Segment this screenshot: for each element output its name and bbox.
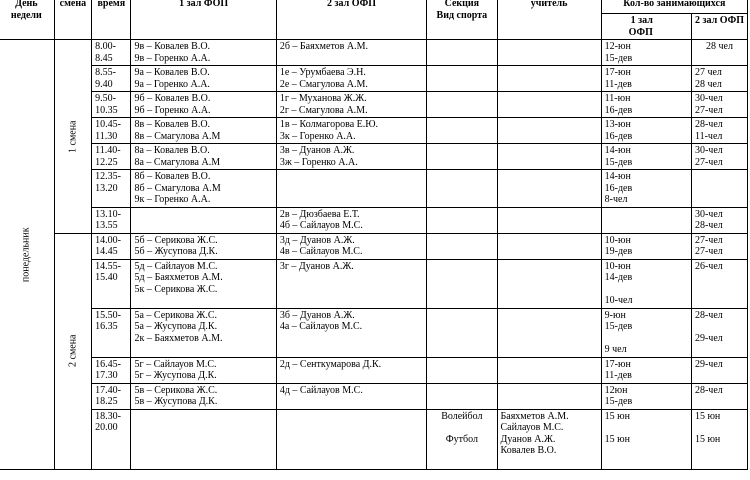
teacher-cell xyxy=(497,40,601,66)
time-cell-line: 13.20 xyxy=(95,182,118,194)
time-cell-line: 12.25 xyxy=(95,156,118,168)
count-hall2-cell xyxy=(691,40,747,66)
count-hall2-cell-line: 26-чел xyxy=(694,260,723,272)
table-row xyxy=(0,409,748,469)
hall1-cell-line: 8в – Смагулова А.М xyxy=(134,130,221,142)
hall1-cell-line: 8а – Ковалев В.О. xyxy=(134,145,210,156)
count-hall1-cell xyxy=(601,233,691,259)
time-cell xyxy=(92,118,131,144)
section-cell xyxy=(427,40,497,66)
header-time: время xyxy=(92,0,131,40)
hall1-cell xyxy=(131,259,276,308)
count-hall2-cell xyxy=(691,144,747,170)
count-hall1-cell-line: 11-дев xyxy=(604,370,632,381)
hall1-cell-line: 5д – Сайлауов М.С. xyxy=(134,260,218,272)
count-hall1-cell-line: 17-юн xyxy=(604,67,631,78)
count-hall1-cell xyxy=(601,170,691,208)
table-row xyxy=(0,40,748,66)
hall2-cell xyxy=(276,308,426,357)
count-hall1-cell-line xyxy=(605,284,688,296)
hall2-cell-line: 3г – Дуанов А.Ж. xyxy=(279,260,354,272)
count-hall2-cell xyxy=(691,383,747,409)
count-hall1-cell-line: 14-юн xyxy=(604,145,631,156)
teacher-cell-line: Дуанов А.Ж. xyxy=(500,433,556,445)
teacher-cell-line: Сайлауов М.С. xyxy=(500,422,564,433)
count-hall1-cell-line: 10-юн xyxy=(604,260,631,272)
teacher-cell xyxy=(497,383,601,409)
header-hall1: 1 зал ФОП xyxy=(131,0,276,40)
count-hall1-cell-line: 12-юн xyxy=(604,41,631,52)
section-cell xyxy=(427,383,497,409)
hall1-cell-line: 5г – Жусупова Д.К. xyxy=(134,370,217,381)
count-hall1-cell xyxy=(601,308,691,357)
hall1-cell xyxy=(131,233,276,259)
hall1-cell xyxy=(131,170,276,208)
count-hall2-cell xyxy=(691,92,747,118)
time-cell-line: 16.35 xyxy=(95,321,118,332)
teacher-cell xyxy=(497,207,601,233)
time-cell-line: 8.00- xyxy=(95,41,116,52)
count-hall2-cell-line: 27-чел xyxy=(694,246,723,257)
hall2-cell-line: 4б – Сайлауов М.С. xyxy=(279,220,363,231)
time-cell-line: 15.50- xyxy=(95,309,121,321)
schedule-body xyxy=(0,40,748,470)
hall2-cell-line: 2д – Сенткумарова Д.К. xyxy=(279,358,382,370)
time-cell-line: 13.10- xyxy=(95,208,121,220)
header-hall2: 2 зал ОФП xyxy=(276,0,426,40)
count-hall1-cell xyxy=(601,383,691,409)
hall2-cell-line: 3б – Дуанов А.Ж. xyxy=(279,309,355,321)
count-hall1-cell-line: 13-юн xyxy=(604,119,631,130)
table-row xyxy=(0,170,748,208)
count-hall1-cell-line: 15-дев xyxy=(604,396,633,407)
time-cell xyxy=(92,66,131,92)
hall1-cell-line: 5к – Серикова Ж.С. xyxy=(134,283,218,295)
hall1-cell xyxy=(131,66,276,92)
hall1-cell-line: 5д – Баяхметов А.М. xyxy=(134,272,223,283)
count-hall2-cell-line xyxy=(695,422,744,434)
hall2-cell xyxy=(276,233,426,259)
hall2-cell xyxy=(276,40,426,66)
count-hall1-cell-line: 14-юн xyxy=(604,171,631,182)
time-cell-line: 12.35- xyxy=(95,171,121,182)
teacher-cell xyxy=(497,259,601,308)
time-cell-line: 9.40 xyxy=(95,78,113,90)
section-cell xyxy=(427,357,497,383)
hall2-cell-line: 1г – Муханова Ж.Ж. xyxy=(279,93,367,104)
header-count-hall1: 1 зал ОФП xyxy=(601,14,691,40)
hall1-cell-line: 8б – Ковалев В.О. xyxy=(134,171,211,182)
time-cell-line: 9.50- xyxy=(95,93,116,104)
count-hall1-cell-line: 15-дев xyxy=(604,321,633,332)
count-hall1-cell-line: 17-юн xyxy=(604,358,631,370)
hall1-cell-line: 2к – Баяхметов А.М. xyxy=(134,332,223,344)
hall1-cell-line: 9в – Ковалев В.О. xyxy=(134,41,211,52)
time-cell xyxy=(92,308,131,357)
section-cell-line: Волейбол xyxy=(441,410,483,422)
time-cell-line: 11.30 xyxy=(95,130,118,142)
section-cell xyxy=(427,66,497,92)
hall1-cell-line: 9а – Горенко А.А. xyxy=(134,78,210,90)
teacher-cell xyxy=(497,409,601,469)
table-row xyxy=(0,144,748,170)
hall2-cell-line: 4а – Сайлауов М.С. xyxy=(279,321,363,332)
table-row xyxy=(0,207,748,233)
hall1-cell-line: 9к – Горенко А.А. xyxy=(134,194,211,205)
count-hall2-cell-line: 30-чел xyxy=(694,93,723,104)
hall1-cell xyxy=(131,40,276,66)
count-hall2-cell-line: 28-чел xyxy=(694,220,723,231)
time-cell xyxy=(92,92,131,118)
count-hall1-cell xyxy=(601,357,691,383)
hall1-cell-line: 5б – Жусупова Д.К. xyxy=(134,246,218,257)
time-cell-line: 16.45- xyxy=(95,358,121,370)
count-hall1-cell xyxy=(601,92,691,118)
count-hall2-cell xyxy=(691,409,747,469)
count-hall1-cell-line: 19-дев xyxy=(604,246,633,257)
shift1-label: 1 смена xyxy=(67,120,79,153)
hall2-cell-line: 2е – Смагулова А.М. xyxy=(279,78,368,90)
hall2-cell xyxy=(276,409,426,469)
teacher-cell xyxy=(497,144,601,170)
hall2-cell-line: 3в – Дуанов А.Ж. xyxy=(279,145,355,156)
count-hall2-cell-line: 27-чел xyxy=(694,156,723,168)
time-cell-line: 11.40- xyxy=(95,145,121,156)
hall1-cell-line: 5а – Серикова Ж.С. xyxy=(134,309,218,321)
count-hall2-cell-line: 28-чел xyxy=(694,309,723,321)
count-hall2-cell-line: 28-чел xyxy=(694,384,723,396)
time-cell xyxy=(92,144,131,170)
teacher-cell xyxy=(497,308,601,357)
table-row xyxy=(0,383,748,409)
day-cell xyxy=(0,40,54,470)
section-cell xyxy=(427,409,497,469)
section-cell xyxy=(427,144,497,170)
count-hall2-cell xyxy=(691,357,747,383)
count-hall2-cell-line: 30-чел xyxy=(694,145,723,156)
hall2-cell-line: 2б – Баяхметов А.М. xyxy=(279,41,369,52)
time-cell-line: 20.00 xyxy=(95,422,118,433)
count-hall1-cell-line: 11-дев xyxy=(604,78,632,90)
count-hall1-cell-line: 9 чел xyxy=(604,344,627,355)
count-hall1-cell-line: 16-дев xyxy=(604,104,633,116)
header-teacher: учитель xyxy=(497,0,601,40)
hall1-cell-line: 9б – Ковалев В.О. xyxy=(134,93,211,104)
day-label: понедельник xyxy=(20,226,32,282)
teacher-cell xyxy=(497,66,601,92)
table-row xyxy=(0,92,748,118)
hall1-cell xyxy=(131,92,276,118)
shift2-cell xyxy=(54,233,91,469)
hall2-cell xyxy=(276,207,426,233)
section-cell-line: Футбол xyxy=(445,433,478,445)
hall1-cell-line: 5б – Серикова Ж.С. xyxy=(134,234,218,246)
section-cell xyxy=(427,207,497,233)
hall1-cell-line: 8б – Смагулова А.М xyxy=(134,182,221,194)
count-hall1-cell-line: 10-чел xyxy=(604,295,633,306)
hall1-cell-line: 5в – Жусупова Д.К. xyxy=(134,396,218,407)
header-day: День недели xyxy=(0,0,54,40)
count-hall2-cell-line: 28-чел xyxy=(694,119,723,130)
count-hall1-cell-line: 10-юн xyxy=(604,234,631,246)
count-hall2-cell-line: 27-чел xyxy=(694,104,723,116)
hall1-cell-line: 5а – Жусупова Д.К. xyxy=(134,321,218,332)
time-cell-line: 13.55 xyxy=(95,220,118,231)
count-hall1-cell xyxy=(601,40,691,66)
teacher-cell-line: Баяхметов А.М. xyxy=(500,410,569,422)
section-cell xyxy=(427,259,497,308)
count-hall1-cell xyxy=(601,409,691,469)
hall2-cell xyxy=(276,92,426,118)
hall2-cell xyxy=(276,66,426,92)
count-hall2-cell-line: 28 чел xyxy=(694,78,722,90)
count-hall1-cell-line xyxy=(605,333,688,345)
hall1-cell-line: 9б – Горенко А.А. xyxy=(134,104,211,116)
hall1-cell-line: 9в – Горенко А.А. xyxy=(134,52,211,64)
count-hall1-cell-line: 14-дев xyxy=(604,272,633,283)
hall1-cell-line xyxy=(134,344,272,356)
hall1-cell xyxy=(131,357,276,383)
time-cell-line: 14.55- xyxy=(95,260,121,272)
table-row xyxy=(0,66,748,92)
count-hall1-cell-line: 12юн xyxy=(604,384,628,396)
hall1-cell xyxy=(131,118,276,144)
count-hall2-cell-line: 27-чел xyxy=(694,234,723,246)
hall1-cell-line: 5г – Сайлауов М.С. xyxy=(134,358,217,370)
hall2-cell xyxy=(276,144,426,170)
count-hall1-cell-line: 9-юн xyxy=(604,309,626,321)
count-hall1-cell-line: 16-дев xyxy=(604,130,633,142)
count-hall2-cell xyxy=(691,259,747,308)
section-cell xyxy=(427,118,497,144)
hall1-cell-line: 8а – Смагулова А.М xyxy=(134,156,221,168)
time-cell xyxy=(92,357,131,383)
hall2-cell xyxy=(276,259,426,308)
time-cell xyxy=(92,207,131,233)
table-row xyxy=(0,357,748,383)
count-hall1-cell xyxy=(601,259,691,308)
hall2-cell-line: 4д – Сайлауов М.С. xyxy=(279,384,363,396)
count-hall1-cell xyxy=(601,207,691,233)
count-hall1-cell-line: 16-дев xyxy=(604,182,633,194)
count-hall1-cell-line: 11-юн xyxy=(604,93,631,104)
time-cell xyxy=(92,383,131,409)
count-hall2-cell-line: 29-чел xyxy=(694,358,723,370)
section-cell xyxy=(427,92,497,118)
time-cell-line: 14.00- xyxy=(95,234,121,246)
count-hall1-cell-line: 8-чел xyxy=(604,194,628,205)
header-section: Секция Вид спорта xyxy=(427,0,497,40)
hall2-cell-line: 1в – Колмагорова Е.Ю. xyxy=(279,119,379,130)
count-hall1-cell xyxy=(601,144,691,170)
hall2-cell xyxy=(276,383,426,409)
time-cell-line: 17.40- xyxy=(95,384,121,396)
count-hall1-cell xyxy=(601,118,691,144)
hall2-cell xyxy=(276,118,426,144)
table-row xyxy=(0,118,748,144)
shift2-label: 2 смена xyxy=(67,334,79,368)
hall2-cell-line: 2в – Дюзбаева Е.Т. xyxy=(279,208,360,220)
count-hall2-cell xyxy=(691,118,747,144)
time-cell-line: 8.55- xyxy=(95,67,116,78)
count-hall2-cell-line: 28 чел xyxy=(705,41,733,52)
time-cell xyxy=(92,409,131,469)
teacher-cell xyxy=(497,170,601,208)
table-row xyxy=(0,308,748,357)
shift1-cell xyxy=(54,40,91,234)
teacher-cell xyxy=(497,92,601,118)
hall1-cell-line xyxy=(134,295,272,307)
table-row xyxy=(0,233,748,259)
section-cell xyxy=(427,308,497,357)
count-hall2-cell-line xyxy=(695,321,744,333)
hall2-cell-line: 3д – Дуанов А.Ж. xyxy=(279,234,355,246)
section-cell xyxy=(427,233,497,259)
table-row xyxy=(0,259,748,308)
time-cell-line: 8.45 xyxy=(95,52,113,64)
time-cell-line: 14.45 xyxy=(95,246,118,257)
count-hall1-cell-line: 15 юн xyxy=(604,433,630,445)
count-hall2-cell xyxy=(691,207,747,233)
teacher-cell-line: Ковалев В.О. xyxy=(500,445,557,456)
count-hall2-cell-line: 11-чел xyxy=(694,130,723,142)
hall2-cell xyxy=(276,357,426,383)
teacher-cell xyxy=(497,233,601,259)
hall1-cell-line: 9а – Ковалев В.О. xyxy=(134,67,210,78)
time-cell xyxy=(92,170,131,208)
hall1-cell xyxy=(131,144,276,170)
time-cell-line: 10.35 xyxy=(95,104,118,116)
time-cell xyxy=(92,40,131,66)
count-hall2-cell-line: 27 чел xyxy=(694,67,722,78)
count-hall1-cell xyxy=(601,66,691,92)
hall2-cell xyxy=(276,170,426,208)
hall1-cell-line: 5в – Серикова Ж.С. xyxy=(134,384,218,396)
hall2-cell-line: 2г – Смагулова А.М. xyxy=(279,104,368,116)
count-hall2-cell xyxy=(691,170,747,208)
section-cell xyxy=(427,170,497,208)
count-hall2-cell xyxy=(691,308,747,357)
count-hall2-cell xyxy=(691,233,747,259)
teacher-cell xyxy=(497,357,601,383)
count-hall1-cell-line: 15-дев xyxy=(604,52,633,64)
header-count: Кол-во занимающихся xyxy=(601,0,747,14)
section-cell-line xyxy=(430,422,493,434)
time-cell-line: 10.45- xyxy=(95,119,121,130)
header-count-hall2: 2 зал ОФП xyxy=(691,14,747,40)
count-hall2-cell-line: 15 юн xyxy=(694,433,721,445)
count-hall1-cell-line xyxy=(605,422,688,434)
teacher-cell xyxy=(497,118,601,144)
time-cell-line: 18.30- xyxy=(95,410,121,422)
count-hall1-cell-line: 15 юн xyxy=(604,410,630,422)
time-cell xyxy=(92,233,131,259)
hall2-cell-line: 3к – Горенко А.А. xyxy=(279,130,356,142)
count-hall2-cell-line: 15 юн xyxy=(694,410,721,422)
hall2-cell-line: 3ж – Горенко А.А. xyxy=(279,156,358,168)
time-cell-line: 17.30 xyxy=(95,370,118,381)
time-cell xyxy=(92,259,131,308)
hall1-cell xyxy=(131,207,276,233)
hall2-cell-line: 1е – Урумбаева Э.Н. xyxy=(279,67,366,78)
time-cell-line: 15.40 xyxy=(95,272,118,283)
hall1-cell xyxy=(131,383,276,409)
count-hall2-cell xyxy=(691,66,747,92)
hall2-cell-line: 4в – Сайлауов М.С. xyxy=(279,246,363,257)
count-hall2-cell-line: 30-чел xyxy=(694,208,723,220)
count-hall2-cell-line: 29-чел xyxy=(694,332,723,344)
hall1-cell xyxy=(131,308,276,357)
time-cell-line: 18.25 xyxy=(95,396,118,407)
header-shift: смена xyxy=(54,0,91,40)
count-hall1-cell-line: 15-дев xyxy=(604,156,633,168)
hall1-cell-line: 8в – Ковалев В.О. xyxy=(134,119,211,130)
hall1-cell xyxy=(131,409,276,469)
